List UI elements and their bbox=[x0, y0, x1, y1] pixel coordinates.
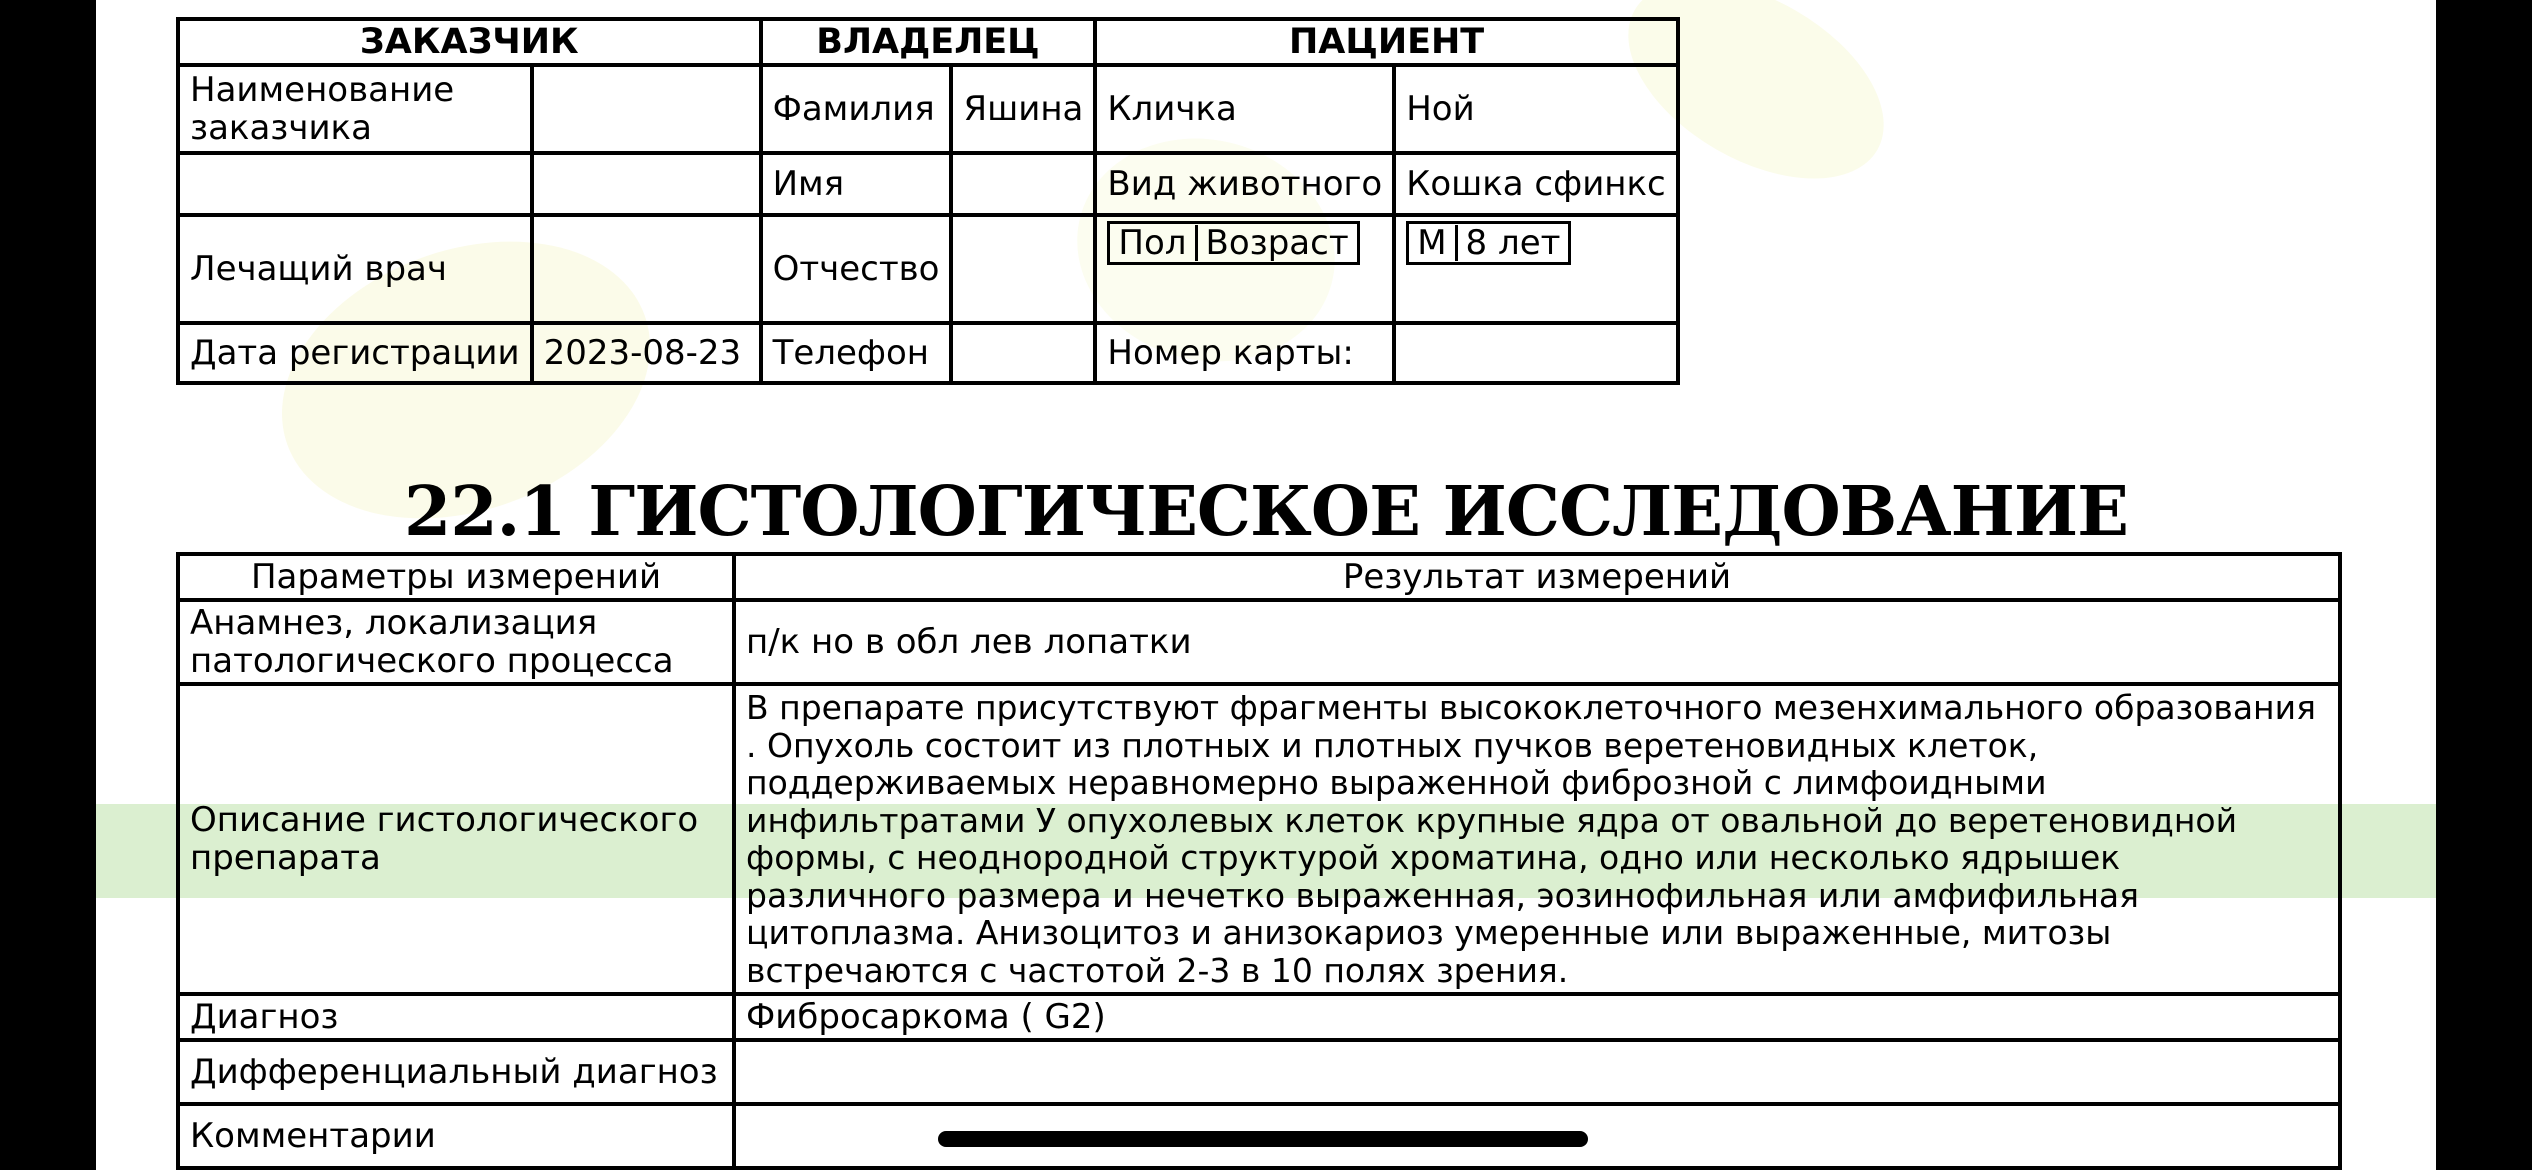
col-params-header: Параметры измерений bbox=[178, 554, 734, 600]
customer-name-value bbox=[532, 65, 761, 153]
name-value bbox=[951, 153, 1095, 215]
col-result-header: Результат измерений bbox=[734, 554, 2340, 600]
row-value bbox=[734, 1040, 2340, 1104]
age-value: 8 лет bbox=[1455, 225, 1569, 261]
row-label: Комментарии bbox=[178, 1104, 734, 1168]
document-page bbox=[96, 0, 2436, 1170]
sex-label: Пол bbox=[1118, 223, 1187, 263]
doctor-value bbox=[532, 215, 761, 323]
home-indicator-bar[interactable] bbox=[938, 1131, 1588, 1147]
surname-label: Фамилия bbox=[761, 65, 952, 153]
row-label: Дифференциальный диагноз bbox=[178, 1040, 734, 1104]
header-table bbox=[176, 17, 1680, 385]
nickname-label: Кличка bbox=[1095, 65, 1394, 153]
phone-value bbox=[951, 323, 1095, 383]
row-value: Фибросаркома ( G2) bbox=[734, 994, 2340, 1040]
card-number-label: Номер карты: bbox=[1095, 323, 1394, 383]
surname-value: Яшина bbox=[951, 65, 1095, 153]
phone-label: Телефон bbox=[761, 323, 952, 383]
row-label: Диагноз bbox=[178, 994, 734, 1040]
row-value: п/к но в обл лев лопатки bbox=[734, 600, 2340, 684]
name-label: Имя bbox=[761, 153, 952, 215]
age-label: Возраст bbox=[1195, 225, 1357, 261]
registration-date-label: Дата регистрации bbox=[178, 323, 532, 383]
species-value: Кошка сфинкс bbox=[1394, 153, 1678, 215]
row-label: Анамнез, локализация патологического процесса bbox=[178, 600, 734, 684]
patronymic-value bbox=[951, 215, 1095, 323]
customer-name-label: Наименование заказчика bbox=[178, 65, 532, 153]
patient-header: ПАЦИЕНТ bbox=[1095, 19, 1677, 65]
card-number-value bbox=[1394, 323, 1678, 383]
patronymic-label: Отчество bbox=[761, 215, 952, 323]
species-label: Вид животного bbox=[1095, 153, 1394, 215]
row-value: В препарате присутствуют фрагменты высококлеточного мезенхимального образования . Опухоль состоит из плотных и плотных пучков веретеновидных клеток, поддерживаемых неравномерно выраженной фиброзной с лимфоидными инфильтратами У опухолевых клеток крупные ядра от овальной до веретеновидной формы, с неоднородной структурой хроматина, одно или несколько ядрышек различного размера и нечетко выраженная, эозинофильная или амфифильная цитоплазма. Анизоцитоз и анизокариоз умеренные или выраженные, митозы встречаются с частотой 2-3 в 10 полях зрения. bbox=[734, 684, 2340, 994]
sex-value: М bbox=[1417, 223, 1447, 263]
empty-cell bbox=[178, 153, 532, 215]
owner-header: ВЛАДЕЛЕЦ bbox=[761, 19, 1096, 65]
results-table bbox=[176, 552, 2342, 1170]
registration-date-value: 2023-08-23 bbox=[532, 323, 761, 383]
sex-age-values bbox=[1394, 215, 1678, 323]
row-label: Описание гистологического препарата bbox=[178, 684, 734, 994]
sex-age-label-box bbox=[1107, 221, 1359, 265]
empty-cell bbox=[532, 153, 761, 215]
sex-age-labels bbox=[1095, 215, 1394, 323]
sex-age-value-box bbox=[1406, 221, 1571, 265]
customer-header: ЗАКАЗЧИК bbox=[178, 19, 761, 65]
doctor-label: Лечащий врач bbox=[178, 215, 532, 323]
section-title: 22.1 ГИСТОЛОГИЧЕСКОЕ ИССЛЕДОВАНИЕ bbox=[404, 472, 2128, 552]
nickname-value: Ной bbox=[1394, 65, 1678, 153]
